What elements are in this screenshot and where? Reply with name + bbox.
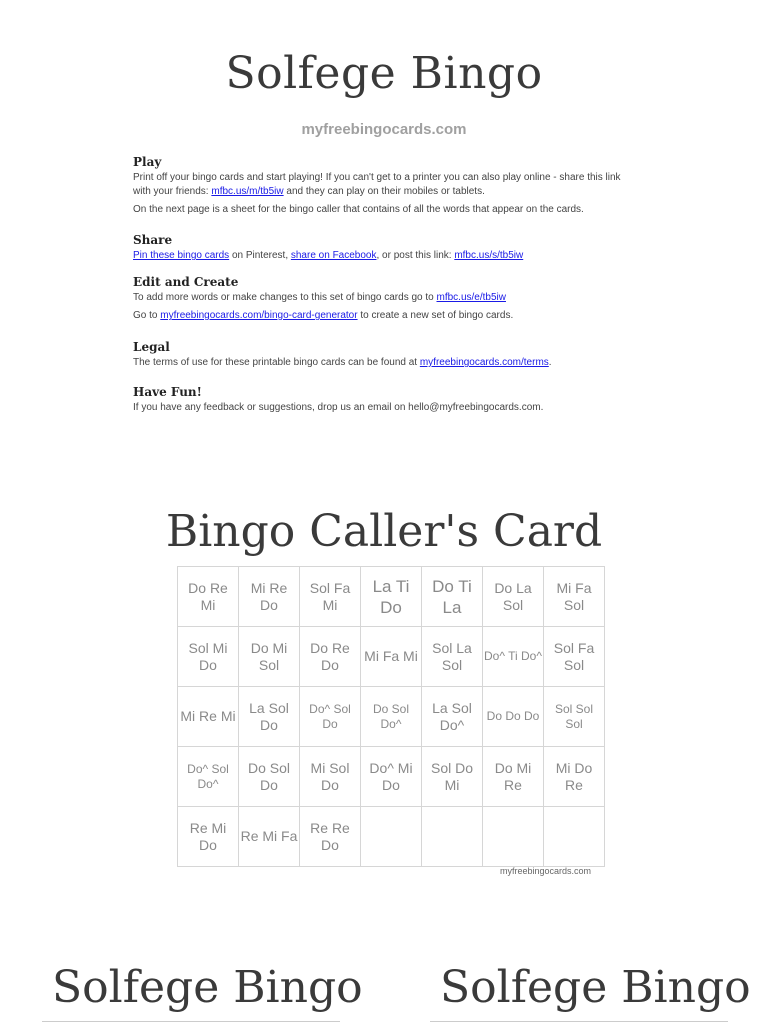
caller-row bbox=[178, 747, 605, 807]
edit-text-2: Go to bbox=[133, 310, 161, 321]
caller-grid bbox=[177, 566, 605, 867]
bottom-left-card-title: Solfege Bingo bbox=[52, 962, 363, 1013]
share-text: on Pinterest, bbox=[229, 250, 291, 261]
caller-cell bbox=[422, 807, 483, 867]
legal-heading: Legal bbox=[133, 340, 170, 354]
play-paragraph bbox=[133, 171, 633, 199]
caller-cell: Do Ti La bbox=[422, 567, 483, 627]
legal-text: The terms of use for these printable bingo cards can be found at bbox=[133, 357, 420, 368]
pinterest-link[interactable]: Pin these bingo cards bbox=[133, 250, 230, 261]
caller-cell: Re Mi Fa bbox=[239, 807, 300, 867]
caller-cell: Re Mi Do bbox=[178, 807, 239, 867]
caller-cell: Sol Sol Sol bbox=[544, 687, 605, 747]
caller-cell: Do La Sol bbox=[483, 567, 544, 627]
caller-row bbox=[178, 687, 605, 747]
bottom-right-card-title: Solfege Bingo bbox=[440, 962, 751, 1013]
caller-cell: Re Re Do bbox=[300, 807, 361, 867]
share-short-link[interactable]: mfbc.us/s/tb5iw bbox=[454, 250, 524, 261]
caller-cell: Do Re Do bbox=[300, 627, 361, 687]
generator-link[interactable]: myfreebingocards.com/bingo-card-generator bbox=[160, 310, 358, 321]
caller-cell: La Ti Do bbox=[361, 567, 422, 627]
edit-section bbox=[133, 275, 633, 327]
caller-cell: Sol Mi Do bbox=[178, 627, 239, 687]
share-heading: Share bbox=[133, 233, 173, 247]
caller-cell: Do Do Do bbox=[483, 687, 544, 747]
caller-cell: Do Mi Sol bbox=[239, 627, 300, 687]
caller-cell: Mi Re Do bbox=[239, 567, 300, 627]
page-title: Solfege Bingo bbox=[225, 48, 543, 99]
caller-cell: La Sol Do bbox=[239, 687, 300, 747]
play-heading: Play bbox=[133, 155, 162, 169]
edit-heading: Edit and Create bbox=[133, 275, 239, 289]
legal-text-end: . bbox=[548, 357, 552, 368]
edit-text: To add more words or make changes to this set of bingo cards go to bbox=[133, 292, 437, 303]
caller-cell: Do^ Mi Do bbox=[361, 747, 422, 807]
fun-paragraph: If you have any feedback or suggestions, drop us an email on hello@myfreebingocards.com. bbox=[133, 402, 544, 413]
caller-cell: Do Re Mi bbox=[178, 567, 239, 627]
caller-cell: Sol Fa Mi bbox=[300, 567, 361, 627]
caller-cell: Mi Re Mi bbox=[178, 687, 239, 747]
share-section bbox=[133, 233, 633, 267]
caller-cell: Do Sol Do bbox=[239, 747, 300, 807]
caller-cell: Mi Fa Mi bbox=[361, 627, 422, 687]
legal-paragraph bbox=[133, 356, 633, 370]
caller-cell: Sol La Sol bbox=[422, 627, 483, 687]
caller-cell: Mi Do Re bbox=[544, 747, 605, 807]
caller-cell: Do^ Sol Do^ bbox=[178, 747, 239, 807]
caller-cell: Sol Fa Sol bbox=[544, 627, 605, 687]
play-online-link[interactable]: mfbc.us/m/tb5iw bbox=[211, 186, 284, 197]
fun-section bbox=[133, 385, 633, 419]
facebook-link[interactable]: share on Facebook bbox=[290, 250, 377, 261]
bottom-right-card-edge bbox=[430, 1021, 728, 1025]
fun-heading: Have Fun! bbox=[133, 385, 202, 399]
caller-cell: Do^ Ti Do^ bbox=[483, 627, 544, 687]
caller-sheet-note: On the next page is a sheet for the bingo caller that contains of all the words that appear on the cards. bbox=[133, 204, 584, 215]
terms-link[interactable]: myfreebingocards.com/terms bbox=[419, 357, 549, 368]
caller-cell: Do Mi Re bbox=[483, 747, 544, 807]
bottom-left-card-edge bbox=[42, 1021, 340, 1025]
caller-cell: Mi Fa Sol bbox=[544, 567, 605, 627]
play-text-end: and they can play on their mobiles or tablets. bbox=[283, 186, 485, 197]
share-paragraph bbox=[133, 249, 633, 263]
caller-row bbox=[178, 567, 605, 627]
edit-link[interactable]: mfbc.us/e/tb5iw bbox=[436, 292, 506, 303]
play-section bbox=[133, 155, 633, 221]
caller-cell bbox=[483, 807, 544, 867]
site-name: myfreebingocards.com bbox=[301, 121, 467, 138]
caller-cell: Do^ Sol Do bbox=[300, 687, 361, 747]
caller-cell: La Sol Do^ bbox=[422, 687, 483, 747]
caller-row bbox=[178, 807, 605, 867]
caller-cell: Sol Do Mi bbox=[422, 747, 483, 807]
caller-cell bbox=[544, 807, 605, 867]
edit-paragraph-2 bbox=[133, 309, 633, 323]
caller-cell bbox=[361, 807, 422, 867]
legal-section bbox=[133, 340, 633, 374]
play-text: Print off your bingo cards and start playing! If you can't get to a printer you can also play online - share this link with your friends: bbox=[133, 172, 621, 197]
caller-row bbox=[178, 627, 605, 687]
edit-paragraph-1 bbox=[133, 291, 633, 305]
edit-text-3: to create a new set of bingo cards. bbox=[357, 310, 514, 321]
caller-cell: Do Sol Do^ bbox=[361, 687, 422, 747]
share-text-2: , or post this link: bbox=[376, 250, 455, 261]
caller-cell: Mi Sol Do bbox=[300, 747, 361, 807]
caller-card-title: Bingo Caller's Card bbox=[165, 506, 603, 557]
caller-card-credit: myfreebingocards.com bbox=[499, 866, 591, 876]
